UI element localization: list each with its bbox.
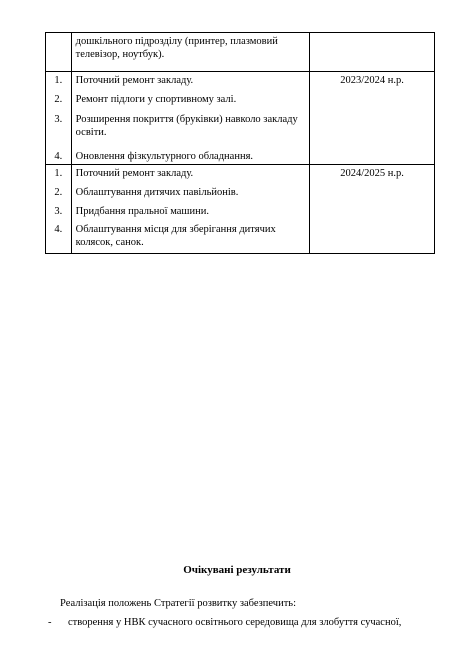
section-heading: Очікувані результати: [183, 564, 291, 576]
table-row-2024: [46, 165, 435, 254]
num-cell: [46, 165, 72, 254]
task-text: Облаштування дитячих павільйонів.: [75, 187, 239, 198]
item-number: 2.: [54, 187, 63, 198]
intro-paragraph: Реалізація положень Стратегії розвитку забезпечить:: [60, 598, 297, 609]
task-text: Оновлення фізкультурного обладнання.: [75, 151, 254, 162]
item-number: 3.: [54, 206, 63, 217]
task-text: Розширення покриття (бруківки) навколо закладу освіти.: [75, 114, 298, 138]
list-item: [48, 617, 401, 628]
item-number: 1.: [54, 168, 63, 179]
item-number: 4.: [54, 151, 63, 162]
year-cell: [310, 33, 435, 72]
item-number: 1.: [54, 75, 63, 86]
num-cell: [46, 33, 72, 72]
year-cell: [310, 72, 435, 165]
item-number: 2.: [54, 94, 63, 105]
task-text: Придбання пральної машини.: [75, 206, 209, 217]
bullet-dash: -: [48, 617, 52, 628]
item-number: 3.: [54, 114, 63, 125]
task-text: Поточний ремонт закладу.: [75, 75, 194, 86]
task-text: дошкільного підрозділу (принтер, плазмовий телевізор, ноутбук).: [75, 36, 278, 60]
table-row-2023: [46, 72, 435, 165]
plan-table: [45, 32, 435, 254]
item-number: 4.: [54, 224, 63, 235]
task-cell: [71, 165, 309, 254]
school-year: 2023/2024 н.р.: [340, 75, 404, 86]
num-cell: [46, 72, 72, 165]
table-row-continuation: [46, 33, 435, 72]
bullet-text: створення у НВК сучасного освітнього середовища для злобуття сучасної,: [68, 617, 402, 628]
task-text: Поточний ремонт закладу.: [75, 168, 194, 179]
task-text: Облаштування місця для зберігання дитячих колясок, санок.: [75, 224, 276, 248]
task-cell: [71, 33, 309, 72]
task-cell: [71, 72, 309, 165]
school-year: 2024/2025 н.р.: [340, 168, 404, 179]
year-cell: [310, 165, 435, 254]
task-text: Ремонт підлоги у спортивному залі.: [75, 94, 237, 105]
